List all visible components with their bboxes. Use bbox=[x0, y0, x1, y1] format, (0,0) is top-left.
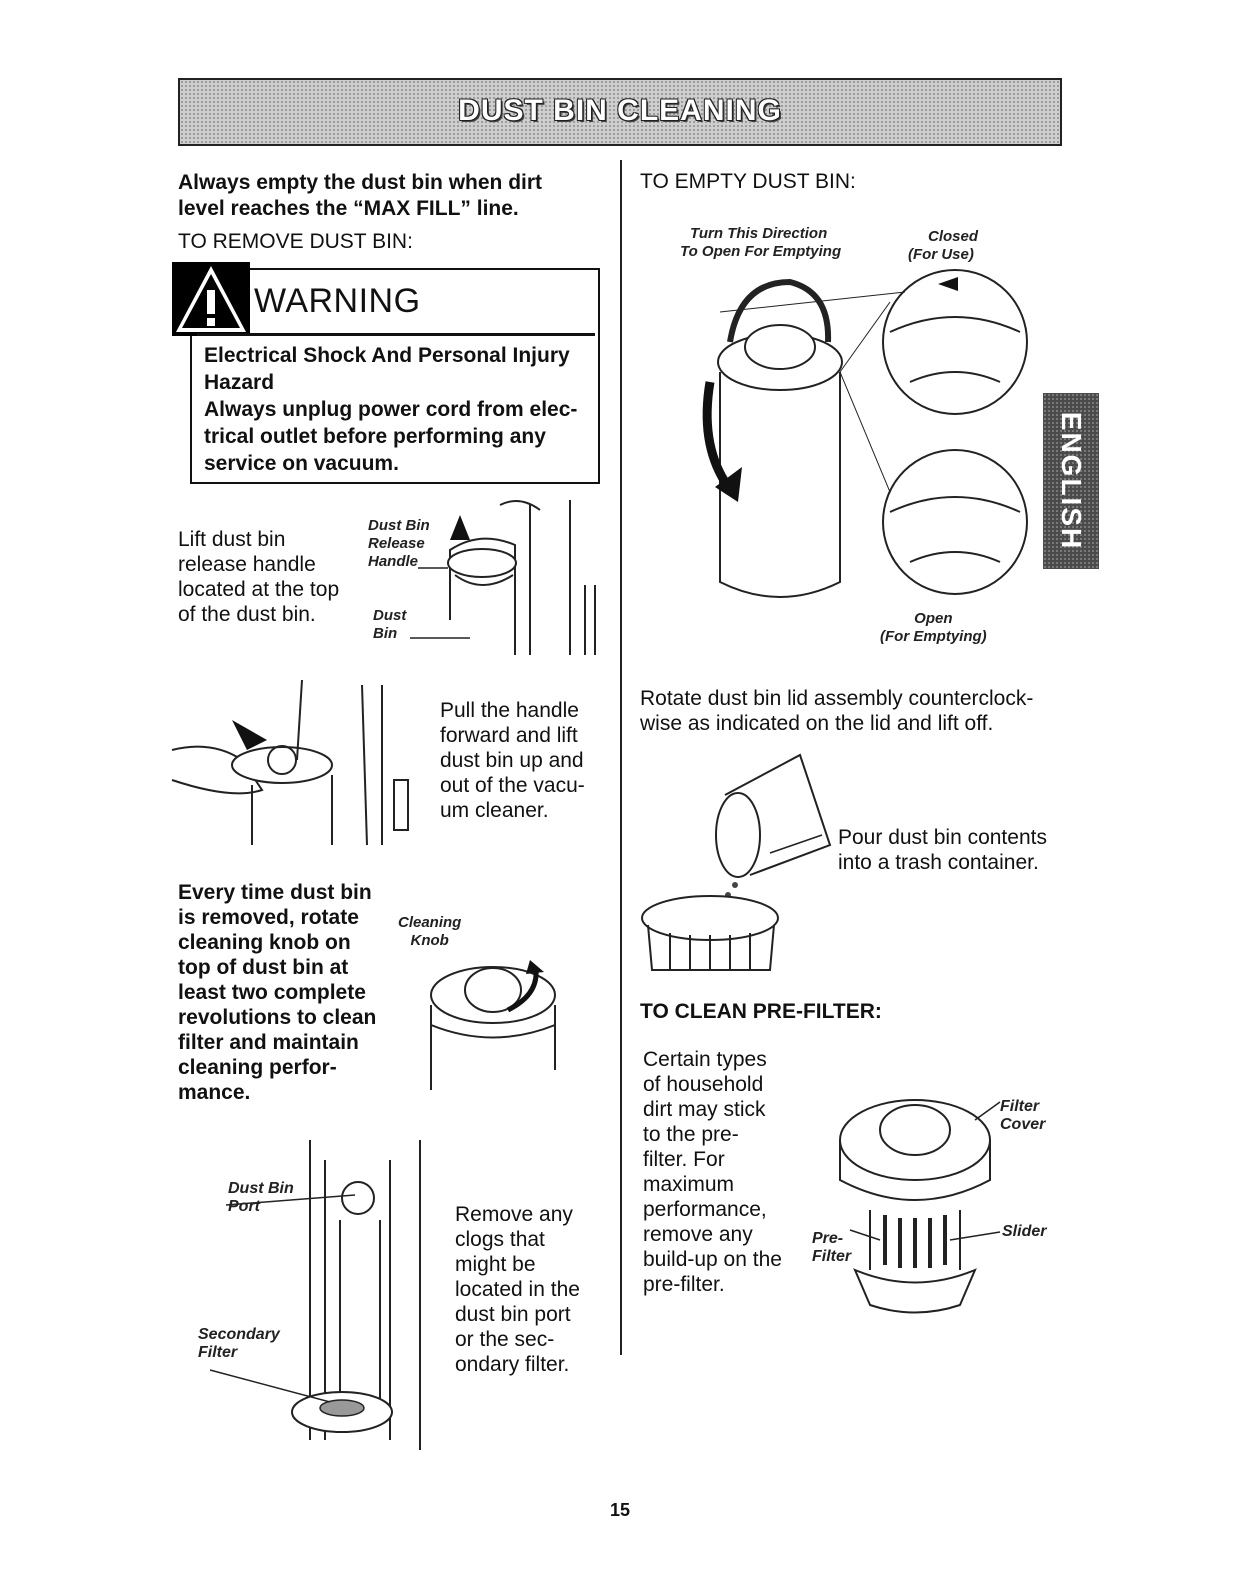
dust-bin-port-illustration bbox=[270, 1140, 440, 1450]
label-line: Knob bbox=[410, 932, 449, 949]
step1-line: release handle bbox=[178, 553, 316, 576]
step2-line: out of the vacu- bbox=[440, 774, 585, 797]
slider-label: Slider bbox=[1002, 1223, 1047, 1240]
prefilter-line: performance, bbox=[643, 1198, 767, 1221]
page-title: DUST BIN CLEANING bbox=[458, 94, 782, 127]
label-line: Closed bbox=[928, 228, 979, 245]
label-line: Filter bbox=[812, 1248, 852, 1265]
step3-line: cleaning knob on bbox=[178, 931, 351, 954]
vacuum-handle-illustration bbox=[420, 495, 605, 660]
label-line: Dust bbox=[373, 607, 407, 624]
prefilter-line: of household bbox=[643, 1073, 764, 1096]
step1-text bbox=[178, 527, 339, 627]
label-line: Cleaning bbox=[398, 914, 462, 931]
step3-line: Every time dust bin bbox=[178, 881, 372, 904]
step3-line: revolutions to clean bbox=[178, 1006, 377, 1029]
secondary-filter-label bbox=[198, 1326, 280, 1362]
step4-line: dust bin port bbox=[455, 1303, 571, 1326]
label-line: Filter bbox=[198, 1344, 238, 1361]
pour-contents-illustration bbox=[640, 735, 840, 975]
label-line: (For Emptying) bbox=[880, 628, 987, 645]
clean-prefilter-heading: TO CLEAN PRE-FILTER: bbox=[640, 1000, 882, 1023]
open-label bbox=[880, 610, 987, 646]
prefilter-line: remove any bbox=[643, 1223, 753, 1246]
label-line: Secondary bbox=[198, 1326, 280, 1343]
prefilter-label bbox=[812, 1230, 851, 1266]
warning-line: Always unplug power cord from elec- bbox=[204, 398, 578, 421]
step1-line: located at the top bbox=[178, 578, 340, 601]
warning-icon-bg bbox=[172, 262, 250, 336]
cleaning-knob-label bbox=[398, 914, 461, 950]
label-line: Turn This Direction bbox=[690, 225, 828, 242]
label-line: Dust Bin bbox=[228, 1180, 294, 1197]
prefilter-line: pre-filter. bbox=[643, 1273, 725, 1296]
prefilter-text bbox=[643, 1047, 782, 1297]
title-banner bbox=[178, 78, 1062, 146]
step1-line: of the dust bin. bbox=[178, 603, 316, 626]
step3-line: is removed, rotate bbox=[178, 906, 359, 929]
warning-word: WARNING bbox=[254, 282, 421, 320]
step4-line: Remove any bbox=[455, 1203, 573, 1226]
rotate-text bbox=[640, 686, 1033, 736]
step3-line: filter and maintain bbox=[178, 1031, 359, 1054]
step3-line: least two complete bbox=[178, 981, 366, 1004]
label-line: Pre- bbox=[812, 1230, 844, 1247]
step4-line: ondary filter. bbox=[455, 1353, 570, 1376]
step4-line: might be bbox=[455, 1253, 536, 1276]
warning-line: service on vacuum. bbox=[204, 452, 399, 475]
label-line: Bin bbox=[373, 625, 398, 642]
step1-line: Lift dust bin bbox=[178, 528, 286, 551]
label-line: Filter bbox=[1000, 1098, 1040, 1115]
warning-text bbox=[204, 342, 589, 477]
column-divider bbox=[620, 160, 622, 1355]
filter-cover-label bbox=[1000, 1098, 1045, 1134]
label-line: Cover bbox=[1000, 1116, 1046, 1133]
empty-heading: TO EMPTY DUST BIN: bbox=[640, 170, 856, 193]
remove-heading: TO REMOVE DUST BIN: bbox=[178, 230, 413, 253]
label-line: Dust Bin bbox=[368, 517, 430, 534]
warning-line: Hazard bbox=[204, 371, 275, 394]
step4-line: clogs that bbox=[455, 1228, 545, 1251]
label-line: To Open For Emptying bbox=[680, 243, 842, 260]
dust-bin-label bbox=[373, 607, 406, 643]
language-tab-text: ENGLISH bbox=[1056, 411, 1087, 551]
step4-line: or the sec- bbox=[455, 1328, 555, 1351]
step4-text bbox=[455, 1202, 580, 1377]
pour-line: Pour dust bin contents bbox=[838, 826, 1047, 849]
step2-line: dust bin up and bbox=[440, 749, 584, 772]
prefilter-line: filter. For bbox=[643, 1148, 725, 1171]
cleaning-knob-illustration bbox=[418, 950, 578, 1095]
rotate-line: wise as indicated on the lid and lift off. bbox=[640, 712, 994, 735]
dust-bin-lid-illustration bbox=[680, 262, 1040, 612]
prefilter-line: to the pre- bbox=[643, 1123, 739, 1146]
step4-line: located in the bbox=[455, 1278, 580, 1301]
prefilter-line: build-up on the bbox=[643, 1248, 782, 1271]
turn-direction-label bbox=[680, 225, 841, 261]
pour-line: into a trash container. bbox=[838, 851, 1039, 874]
prefilter-line: maximum bbox=[643, 1173, 735, 1196]
step2-text bbox=[440, 698, 585, 823]
intro-line: level reaches the “MAX FILL” line. bbox=[178, 197, 519, 220]
label-line: Release bbox=[368, 535, 425, 552]
rotate-line: Rotate dust bin lid assembly counterclock- bbox=[640, 687, 1034, 710]
warning-rule bbox=[197, 333, 595, 336]
prefilter-line: dirt may stick bbox=[643, 1098, 766, 1121]
step3-line: cleaning perfor- bbox=[178, 1056, 337, 1079]
intro-text bbox=[178, 170, 542, 222]
closed-label bbox=[908, 228, 978, 264]
step2-line: um cleaner. bbox=[440, 799, 549, 822]
language-tab-label bbox=[1043, 393, 1099, 569]
step3-line: top of dust bin at bbox=[178, 956, 349, 979]
step2-line: Pull the handle bbox=[440, 699, 579, 722]
page-number: 15 bbox=[609, 1500, 631, 1520]
prefilter-illustration bbox=[830, 1080, 1000, 1315]
pull-handle-illustration bbox=[172, 680, 422, 850]
step3-text bbox=[178, 880, 376, 1105]
pour-text bbox=[838, 825, 1047, 875]
warning-line: Electrical Shock And Personal Injury bbox=[204, 344, 570, 367]
step2-line: forward and lift bbox=[440, 724, 578, 747]
label-line: Port bbox=[228, 1198, 260, 1215]
dust-bin-port-label bbox=[228, 1180, 294, 1216]
label-line: (For Use) bbox=[908, 246, 974, 263]
step3-line: mance. bbox=[178, 1081, 251, 1104]
warning-triangle-icon bbox=[172, 262, 250, 336]
warning-line: trical outlet before performing any bbox=[204, 425, 546, 448]
label-line: Open bbox=[914, 610, 953, 627]
intro-line: Always empty the dust bin when dirt bbox=[178, 171, 543, 194]
label-line: Handle bbox=[368, 553, 419, 570]
prefilter-line: Certain types bbox=[643, 1048, 767, 1071]
